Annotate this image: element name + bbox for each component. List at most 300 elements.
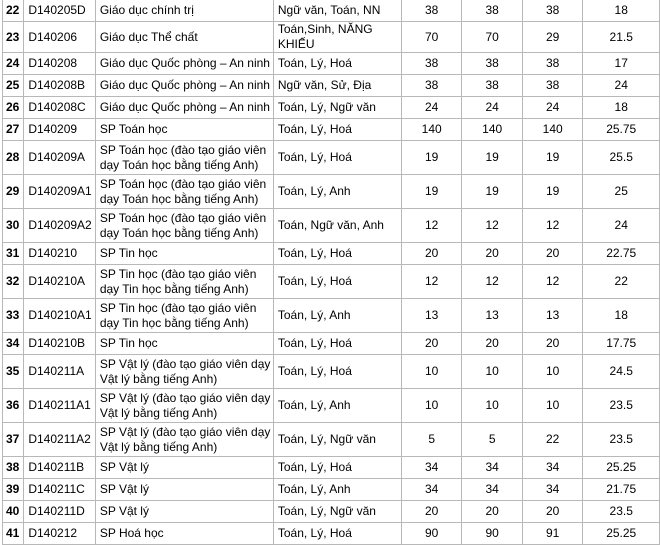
major-code-cell-text: D140209A <box>28 150 86 164</box>
quota-cell-text: 34 <box>485 460 499 474</box>
cutoff-score-cell-text: 17 <box>614 56 628 70</box>
row-number-cell <box>3 333 24 355</box>
subject-group-cell <box>273 389 401 423</box>
major-name-cell <box>95 175 273 209</box>
cutoff-score-cell <box>583 119 660 141</box>
cutoff-score-cell-text: 25.25 <box>606 526 637 540</box>
subject-group-cell-text: Toán, Lý, Hoá <box>277 122 352 136</box>
major-name-cell-text: SP Vật lý <box>99 504 149 518</box>
row-number-cell-text: 33 <box>6 308 20 322</box>
quota-cell-text: 13 <box>546 308 560 322</box>
quota-cell-text: 19 <box>546 184 560 198</box>
quota-cell <box>522 299 583 333</box>
cutoff-score-cell-text: 22.75 <box>606 246 637 260</box>
quota-cell <box>401 209 462 243</box>
quota-cell-text: 13 <box>485 308 499 322</box>
major-code-cell-text: D140211A2 <box>28 432 91 446</box>
quota-cell-text: 5 <box>488 432 496 446</box>
quota-cell-text: 13 <box>425 308 439 322</box>
major-code-cell <box>24 209 95 243</box>
major-name-cell <box>95 389 273 423</box>
cutoff-score-cell <box>583 22 660 53</box>
major-name-cell <box>95 97 273 119</box>
cutoff-score-cell-text: 24 <box>614 218 628 232</box>
quota-cell <box>462 501 523 523</box>
row-number-cell <box>3 265 24 299</box>
cutoff-score-cell <box>583 355 660 389</box>
admission-table <box>2 0 660 545</box>
quota-cell <box>522 355 583 389</box>
quota-cell <box>462 175 523 209</box>
major-name-cell <box>95 299 273 333</box>
cutoff-score-cell <box>583 97 660 119</box>
quota-cell <box>522 389 583 423</box>
quota-cell <box>462 141 523 175</box>
major-name-cell <box>95 501 273 523</box>
quota-cell-text: 24 <box>546 100 560 114</box>
major-code-cell <box>24 479 95 501</box>
cutoff-score-cell-text: 21.75 <box>606 482 637 496</box>
quota-cell-text: 38 <box>425 3 439 17</box>
major-name-cell-text: SP Hoá học <box>99 526 164 540</box>
quota-cell-text: 38 <box>485 56 499 70</box>
quota-cell-text: 20 <box>425 504 439 518</box>
cutoff-score-cell <box>583 457 660 479</box>
table-row <box>3 265 660 299</box>
quota-cell <box>522 333 583 355</box>
row-number-cell-text: 40 <box>6 504 20 518</box>
quota-cell <box>401 22 462 53</box>
subject-group-cell <box>273 355 401 389</box>
cutoff-score-cell-text: 23.5 <box>609 432 633 446</box>
quota-cell-text: 34 <box>485 482 499 496</box>
subject-group-cell <box>273 141 401 175</box>
row-number-cell-text: 35 <box>6 364 20 378</box>
row-number-cell-text: 34 <box>6 336 20 350</box>
row-number-cell <box>3 355 24 389</box>
quota-cell-text: 12 <box>546 218 560 232</box>
quota-cell <box>522 423 583 457</box>
quota-cell <box>462 0 523 22</box>
major-name-cell <box>95 333 273 355</box>
quota-cell <box>462 523 523 545</box>
quota-cell <box>462 265 523 299</box>
major-code-cell <box>24 389 95 423</box>
major-name-cell <box>95 479 273 501</box>
quota-cell-text: 20 <box>485 504 499 518</box>
quota-cell-text: 24 <box>485 100 499 114</box>
major-name-cell-text: SP Toán học (đào tạo giáo viên dạy Toán học bằng tiếng Anh) <box>99 210 267 240</box>
quota-cell-text: 38 <box>425 78 439 92</box>
subject-group-cell-text: Toán, Lý, Hoá <box>277 274 352 288</box>
row-number-cell-text: 38 <box>6 460 20 474</box>
quota-cell <box>462 423 523 457</box>
major-code-cell-text: D140208B <box>28 78 86 92</box>
row-number-cell <box>3 479 24 501</box>
quota-cell-text: 70 <box>485 29 499 44</box>
subject-group-cell-text: Toán, Lý, Anh <box>277 184 351 198</box>
cutoff-score-cell <box>583 333 660 355</box>
subject-group-cell-text: Toán, Lý, Hoá <box>277 336 352 350</box>
row-number-cell <box>3 141 24 175</box>
subject-group-cell-text: Toán, Lý, Anh <box>277 482 351 496</box>
major-code-cell <box>24 457 95 479</box>
quota-cell <box>522 97 583 119</box>
cutoff-score-cell <box>583 389 660 423</box>
cutoff-score-cell-text: 18 <box>614 100 628 114</box>
subject-group-cell-text: Toán, Lý, Hoá <box>277 56 352 70</box>
cutoff-score-cell <box>583 501 660 523</box>
quota-cell-text: 10 <box>485 398 499 412</box>
subject-group-cell <box>273 299 401 333</box>
quota-cell-text: 38 <box>485 3 499 17</box>
quota-cell <box>462 299 523 333</box>
major-name-cell-text: Giáo dục chính trị <box>99 3 194 17</box>
quota-cell <box>462 457 523 479</box>
row-number-cell <box>3 523 24 545</box>
quota-cell-text: 34 <box>546 460 560 474</box>
quota-cell <box>522 265 583 299</box>
quota-cell <box>462 22 523 53</box>
subject-group-cell <box>273 479 401 501</box>
subject-group-cell <box>273 243 401 265</box>
subject-group-cell-text: Toán, Lý, Anh <box>277 308 351 322</box>
quota-cell-text: 20 <box>485 246 499 260</box>
major-name-cell <box>95 457 273 479</box>
major-name-cell-text: Giáo dục Thể chất <box>99 29 198 44</box>
subject-group-cell <box>273 523 401 545</box>
major-name-cell <box>95 0 273 22</box>
table-row <box>3 175 660 209</box>
quota-cell <box>401 355 462 389</box>
subject-group-cell <box>273 265 401 299</box>
quota-cell <box>401 501 462 523</box>
quota-cell <box>401 75 462 97</box>
quota-cell <box>401 523 462 545</box>
major-name-cell <box>95 141 273 175</box>
quota-cell <box>401 389 462 423</box>
row-number-cell <box>3 75 24 97</box>
quota-cell-text: 10 <box>485 364 499 378</box>
major-code-cell-text: D140210 <box>28 246 78 260</box>
quota-cell <box>522 523 583 545</box>
major-code-cell-text: D140211C <box>28 482 85 496</box>
row-number-cell-text: 37 <box>6 432 20 446</box>
quota-cell-text: 38 <box>546 3 560 17</box>
quota-cell <box>401 119 462 141</box>
quota-cell-text: 38 <box>546 56 560 70</box>
row-number-cell <box>3 389 24 423</box>
major-code-cell-text: D140210B <box>28 336 86 350</box>
row-number-cell-text: 22 <box>6 3 20 17</box>
cutoff-score-cell-text: 24.5 <box>609 364 633 378</box>
major-code-cell <box>24 355 95 389</box>
subject-group-cell-text: Toán, Lý, Ngữ văn <box>277 432 376 446</box>
major-name-cell-text: SP Tin học <box>99 246 158 260</box>
major-name-cell <box>95 53 273 75</box>
major-code-cell-text: D140209A1 <box>28 184 92 198</box>
subject-group-cell-text: Toán, Lý, Hoá <box>277 364 352 378</box>
major-name-cell-text: SP Vật lý (đào tạo giáo viên dạy Vật lý bằng tiếng Anh) <box>99 390 271 420</box>
subject-group-cell-text: Toán, Lý, Anh <box>277 398 351 412</box>
row-number-cell-text: 32 <box>6 274 20 288</box>
row-number-cell-text: 25 <box>6 78 20 92</box>
subject-group-cell-text: Toán, Lý, Hoá <box>277 246 352 260</box>
major-name-cell <box>95 423 273 457</box>
cutoff-score-cell <box>583 75 660 97</box>
row-number-cell <box>3 119 24 141</box>
row-number-cell <box>3 175 24 209</box>
major-name-cell-text: Giáo dục Quốc phòng – An ninh <box>99 100 270 114</box>
major-code-cell <box>24 53 95 75</box>
quota-cell-text: 19 <box>546 150 560 164</box>
row-number-cell-text: 29 <box>6 184 20 198</box>
subject-group-cell-text: Toán, Lý, Ngữ văn <box>277 100 376 114</box>
subject-group-cell <box>273 423 401 457</box>
quota-cell-text: 20 <box>485 336 499 350</box>
table-row <box>3 243 660 265</box>
quota-cell-text: 140 <box>482 122 503 136</box>
quota-cell-text: 10 <box>425 398 439 412</box>
major-code-cell-text: D140210A <box>28 274 86 288</box>
quota-cell-text: 38 <box>425 56 439 70</box>
major-name-cell-text: SP Toán học (đào tạo giáo viên dạy Toán học bằng tiếng Anh) <box>99 176 267 206</box>
table-row <box>3 479 660 501</box>
cutoff-score-cell-text: 18 <box>614 308 628 322</box>
quota-cell-text: 140 <box>421 122 442 136</box>
quota-cell <box>401 97 462 119</box>
table-row <box>3 97 660 119</box>
major-code-cell-text: D140209 <box>28 122 78 136</box>
quota-cell <box>522 175 583 209</box>
table-row <box>3 0 660 22</box>
quota-cell-text: 20 <box>546 246 560 260</box>
cutoff-score-cell <box>583 423 660 457</box>
cutoff-score-cell <box>583 53 660 75</box>
table-row <box>3 209 660 243</box>
subject-group-cell <box>273 175 401 209</box>
major-code-cell <box>24 75 95 97</box>
row-number-cell <box>3 243 24 265</box>
quota-cell <box>401 175 462 209</box>
cutoff-score-cell-text: 23.5 <box>609 398 633 412</box>
table-row <box>3 119 660 141</box>
cutoff-score-cell-text: 17.75 <box>606 336 637 350</box>
major-code-cell-text: D140208C <box>28 100 86 114</box>
row-number-cell <box>3 501 24 523</box>
subject-group-cell <box>273 97 401 119</box>
cutoff-score-cell <box>583 243 660 265</box>
major-code-cell <box>24 501 95 523</box>
subject-group-cell-text: Toán, Lý, Hoá <box>277 460 352 474</box>
subject-group-cell-text: Ngữ văn, Toán, NN <box>277 3 381 17</box>
quota-cell <box>401 53 462 75</box>
cutoff-score-cell-text: 25 <box>614 184 628 198</box>
quota-cell <box>522 119 583 141</box>
row-number-cell <box>3 22 24 53</box>
row-number-cell-text: 27 <box>6 122 20 136</box>
subject-group-cell <box>273 75 401 97</box>
cutoff-score-cell-text: 18 <box>614 3 628 17</box>
major-name-cell-text: Giáo dục Quốc phòng – An ninh <box>99 56 270 70</box>
major-name-cell-text: SP Toán học (đào tạo giáo viên dạy Toán học bằng tiếng Anh) <box>99 142 267 172</box>
quota-cell <box>462 75 523 97</box>
quota-cell <box>462 479 523 501</box>
major-code-cell-text: D140212 <box>28 526 78 540</box>
major-name-cell-text: SP Tin học (đào tạo giáo viên dạy Tin học bằng tiếng Anh) <box>99 300 257 330</box>
subject-group-cell <box>273 53 401 75</box>
row-number-cell <box>3 457 24 479</box>
major-name-cell-text: SP Vật lý <box>99 460 149 474</box>
quota-cell-text: 140 <box>542 122 563 136</box>
table-row <box>3 457 660 479</box>
major-code-cell <box>24 523 95 545</box>
major-code-cell <box>24 22 95 53</box>
major-code-cell-text: D140211D <box>28 504 85 518</box>
quota-cell-text: 70 <box>425 29 439 44</box>
row-number-cell-text: 26 <box>6 100 20 114</box>
quota-cell-text: 90 <box>425 526 439 540</box>
row-number-cell <box>3 209 24 243</box>
row-number-cell-text: 30 <box>6 218 20 232</box>
quota-cell-text: 38 <box>485 78 499 92</box>
row-number-cell <box>3 97 24 119</box>
quota-cell-text: 90 <box>485 526 499 540</box>
quota-cell-text: 19 <box>485 150 499 164</box>
cutoff-score-cell-text: 25.5 <box>609 150 633 164</box>
table-row <box>3 389 660 423</box>
quota-cell <box>401 243 462 265</box>
major-code-cell-text: D140205D <box>28 3 86 17</box>
quota-cell <box>401 457 462 479</box>
cutoff-score-cell-text: 25.75 <box>606 122 637 136</box>
quota-cell <box>462 119 523 141</box>
quota-cell <box>522 0 583 22</box>
quota-cell-text: 12 <box>485 218 499 232</box>
quota-cell <box>401 141 462 175</box>
major-name-cell <box>95 523 273 545</box>
quota-cell-text: 24 <box>425 100 439 114</box>
subject-group-cell-text: Toán, Lý, Hoá <box>277 150 352 164</box>
subject-group-cell-text: Ngữ văn, Sử, Địa <box>277 78 372 92</box>
subject-group-cell-text: Toán, Ngữ văn, Anh <box>277 218 384 232</box>
row-number-cell-text: 24 <box>6 56 20 70</box>
quota-cell-text: 91 <box>546 526 560 540</box>
quota-cell-text: 34 <box>425 482 439 496</box>
major-name-cell <box>95 265 273 299</box>
quota-cell-text: 34 <box>425 460 439 474</box>
cutoff-score-cell <box>583 299 660 333</box>
major-name-cell <box>95 355 273 389</box>
cutoff-score-cell-text: 24 <box>614 78 628 92</box>
cutoff-score-cell <box>583 523 660 545</box>
table-row <box>3 53 660 75</box>
row-number-cell-text: 36 <box>6 398 20 412</box>
quota-cell-text: 10 <box>425 364 439 378</box>
major-code-cell <box>24 423 95 457</box>
table-row <box>3 501 660 523</box>
quota-cell <box>522 457 583 479</box>
major-name-cell <box>95 209 273 243</box>
major-code-cell <box>24 175 95 209</box>
quota-cell-text: 20 <box>425 336 439 350</box>
quota-cell-text: 29 <box>546 29 560 44</box>
quota-cell <box>462 333 523 355</box>
quota-cell <box>401 479 462 501</box>
subject-group-cell-text: Toán, Lý, Hoá <box>277 526 352 540</box>
table-row <box>3 423 660 457</box>
cutoff-score-cell <box>583 141 660 175</box>
row-number-cell <box>3 299 24 333</box>
cutoff-score-cell-text: 23.5 <box>609 504 633 518</box>
major-name-cell-text: SP Tin học <box>99 336 158 350</box>
quota-cell <box>462 243 523 265</box>
subject-group-cell-text: Toán, Lý, Ngữ văn <box>277 504 376 518</box>
quota-cell-text: 5 <box>428 432 436 446</box>
row-number-cell-text: 28 <box>6 150 20 164</box>
quota-cell <box>401 265 462 299</box>
quota-cell <box>522 141 583 175</box>
table-row <box>3 299 660 333</box>
major-code-cell <box>24 119 95 141</box>
quota-cell-text: 12 <box>546 274 560 288</box>
major-code-cell-text: D140210A1 <box>28 308 92 322</box>
cutoff-score-cell-text: 25.25 <box>606 460 637 474</box>
quota-cell-text: 10 <box>546 398 560 412</box>
cutoff-score-cell <box>583 265 660 299</box>
table-row <box>3 75 660 97</box>
major-name-cell-text: SP Vật lý (đào tạo giáo viên dạy Vật lý bằng tiếng Anh) <box>99 424 271 454</box>
major-code-cell <box>24 97 95 119</box>
table-row <box>3 141 660 175</box>
quota-cell <box>522 501 583 523</box>
quota-cell <box>401 333 462 355</box>
row-number-cell-text: 41 <box>6 526 20 540</box>
major-code-cell <box>24 0 95 22</box>
subject-group-cell <box>273 119 401 141</box>
major-code-cell-text: D140208 <box>28 56 78 70</box>
major-name-cell <box>95 119 273 141</box>
quota-cell-text: 19 <box>425 184 439 198</box>
quota-cell <box>522 53 583 75</box>
major-name-cell-text: Giáo dục Quốc phòng – An ninh <box>99 78 270 92</box>
major-name-cell <box>95 75 273 97</box>
major-code-cell-text: D140211A1 <box>28 398 91 412</box>
row-number-cell <box>3 0 24 22</box>
quota-cell-text: 20 <box>546 336 560 350</box>
major-name-cell-text: SP Toán học <box>99 122 168 136</box>
cutoff-score-cell <box>583 175 660 209</box>
cutoff-score-cell <box>583 479 660 501</box>
subject-group-cell <box>273 22 401 53</box>
quota-cell-text: 12 <box>425 218 439 232</box>
subject-group-cell <box>273 209 401 243</box>
cutoff-score-cell-text: 22 <box>614 274 628 288</box>
quota-cell-text: 12 <box>425 274 439 288</box>
table-row <box>3 523 660 545</box>
major-name-cell-text: SP Vật lý (đào tạo giáo viên dạy Vật lý bằng tiếng Anh) <box>99 356 271 386</box>
quota-cell-text: 12 <box>485 274 499 288</box>
major-code-cell-text: D140211B <box>28 460 85 474</box>
table-row <box>3 333 660 355</box>
quota-cell-text: 10 <box>546 364 560 378</box>
subject-group-cell-text: Toán,Sinh, NĂNG KHIẾU <box>277 22 373 51</box>
quota-cell-text: 34 <box>546 482 560 496</box>
quota-cell-text: 22 <box>546 432 560 446</box>
major-name-cell-text: SP Tin học (đào tạo giáo viên dạy Tin học bằng tiếng Anh) <box>99 266 257 296</box>
quota-cell <box>522 22 583 53</box>
major-code-cell <box>24 265 95 299</box>
